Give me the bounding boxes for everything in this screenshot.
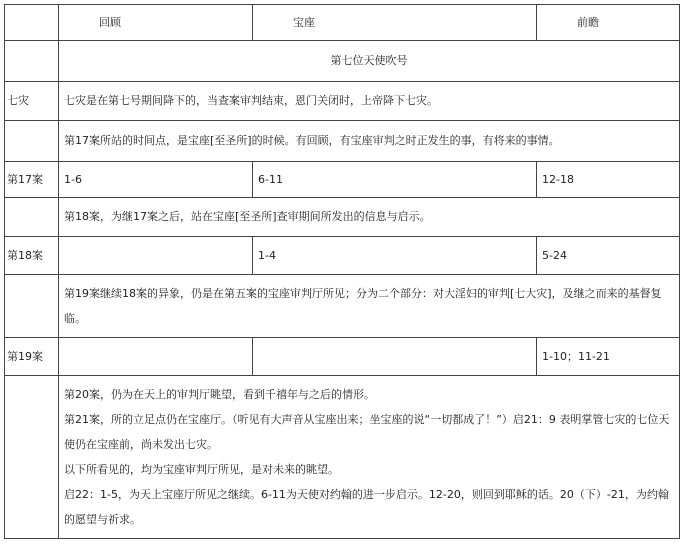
seven-bowls-text: 七灾是在第七号期间降下的，当查案审判结束，恩门关闭时，上帝降下七灾。 <box>59 82 680 121</box>
case18-prospect: 5-24 <box>537 237 680 275</box>
note20-text: 第20案，仍为在天上的审判厅眺望，看到千禧年与之后的情形。 <box>64 388 375 401</box>
note17-row <box>5 121 680 162</box>
note19-empty <box>5 275 59 338</box>
note21-text: 第21案，所的立足点仍在宝座厅。（听见有大声音从宝座出来；坐宝座的说“一切都成了！”）启21：9 表明掌管七灾的七位天使仍在宝座前，尚未发出七灾。 <box>64 413 670 451</box>
header-row <box>5 5 680 41</box>
section-title-row <box>5 41 680 82</box>
note19-text: 第19案继续18案的异象，仍是在第五案的宝座审判厅所见；分为二个部分：对大淫妇的审判[七大灾]，及继之而来的基督复临。 <box>59 275 680 338</box>
seven-bowls-label: 七灾 <box>5 82 59 121</box>
case19-row <box>5 338 680 376</box>
final-notes-cell <box>59 376 680 539</box>
final-notes-empty <box>5 376 59 539</box>
final-notes-row <box>5 376 680 539</box>
note18-row <box>5 198 680 237</box>
chronology-table <box>4 4 680 539</box>
note18-text: 第18案，为继17案之后，站在宝座[至圣所]查审期间所发出的信息与启示。 <box>59 198 680 237</box>
case17-prospect: 12-18 <box>537 162 680 198</box>
note19-row <box>5 275 680 338</box>
case17-label: 第17案 <box>5 162 59 198</box>
header-prospect: 前瞻 <box>537 5 680 41</box>
section-title: 第七位天使吹号 <box>59 41 680 82</box>
note17-empty <box>5 121 59 162</box>
case18-review <box>59 237 253 275</box>
note18-empty <box>5 198 59 237</box>
case18-throne: 1-4 <box>253 237 537 275</box>
case17-row <box>5 162 680 198</box>
header-empty-cell <box>5 5 59 41</box>
case19-throne <box>253 338 537 376</box>
case17-review: 1-6 <box>59 162 253 198</box>
note17-text: 第17案所站的时间点，是宝座[至圣所]的时候。有回顾，有宝座审判之时正发生的事，有将来的事情。 <box>59 121 680 162</box>
seven-bowls-row <box>5 82 680 121</box>
note-future-text: 以下所看见的，均为宝座审判厅所见，是对未来的眺望。 <box>64 463 339 476</box>
case19-review <box>59 338 253 376</box>
note22-text: 启22：1-5，为天上宝座厅所见之继续。6-11为天使对约翰的进一步启示。12-20，则回到耶稣的话。20（下）-21，为约翰的愿望与祈求。 <box>64 488 669 526</box>
case17-throne: 6-11 <box>253 162 537 198</box>
case19-prospect: 1-10；11-21 <box>537 338 680 376</box>
section-title-empty <box>5 41 59 82</box>
header-throne: 宝座 <box>253 5 537 41</box>
case18-label: 第18案 <box>5 237 59 275</box>
case18-row <box>5 237 680 275</box>
header-review: 回顾 <box>59 5 253 41</box>
case19-label: 第19案 <box>5 338 59 376</box>
